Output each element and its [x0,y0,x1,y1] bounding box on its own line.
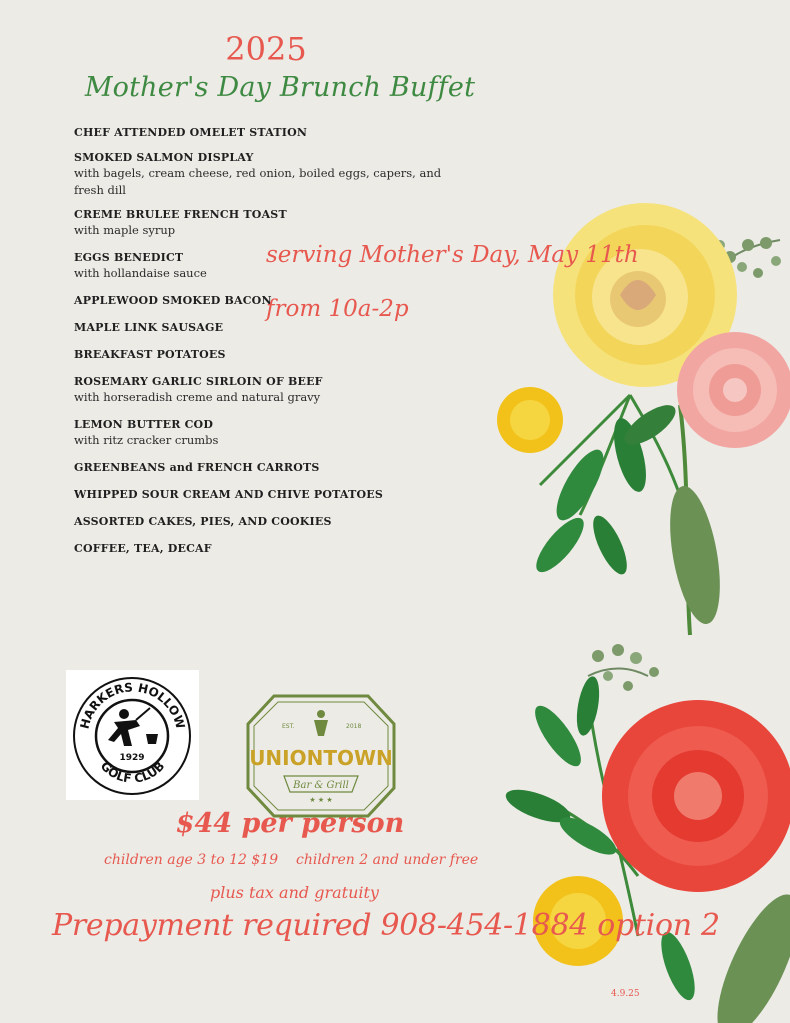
menu-item-description: with maple syrup [74,223,176,237]
uniontown-name: UNIONTOWN [249,746,393,770]
harkers-logo-year: 1929 [119,753,145,763]
prepayment-phone: Prepayment required 908-454-1884 option 2 [52,908,720,943]
uniontown-logo [244,692,398,820]
menu-item [74,515,474,528]
serving-hours: from 10a-2p [266,296,409,322]
uniontown-subtitle: Bar & Grill [293,780,349,791]
uniontown-est-label: EST. [282,723,295,730]
menu-item-name: SMOKED SALMON DISPLAY [74,151,254,164]
menu-item [74,461,474,474]
menu-item-name: GREENBEANS and FRENCH CARROTS [74,461,320,474]
menu-item-name: ASSORTED CAKES, PIES, AND COOKIES [74,515,332,528]
harkers-hollow-logo [66,670,199,800]
children-price: children age 3 to 12 $19 [104,852,279,868]
menu-item-name: CHEF ATTENDED OMELET STATION [74,126,308,139]
menu-item-name: LEMON BUTTER COD [74,418,214,431]
menu-item-description: with ritz cracker crumbs [74,433,219,447]
menu-item-description: with hollandaise sauce [74,266,207,280]
menu-item [74,208,474,239]
menu-item [74,126,474,139]
menu-item-name: EGGS BENEDICT [74,251,184,264]
serving-date: serving Mother's Day, May 11th [266,242,639,268]
menu-item-name: APPLEWOOD SMOKED BACON [74,294,272,307]
menu-item-name: BREAKFAST POTATOES [74,348,226,361]
event-year: 2025 [225,30,307,68]
menu-item-name: ROSEMARY GARLIC SIRLOIN OF BEEF [74,375,323,388]
menu-item-description: with bagels, cream cheese, red onion, boiled eggs, capers, and fresh dill [74,166,442,197]
page-title: Mother's Day Brunch Buffet [84,72,476,103]
menu-item [74,418,474,449]
menu-item [74,321,474,334]
revision-date: 4.9.25 [611,989,640,999]
children-free-note: children 2 and under free [296,852,479,868]
harkers-logo-bottom-text: GOLF CLUB [97,758,168,786]
menu-item [74,488,474,501]
menu-item-name: CREME BRULEE FRENCH TOAST [74,208,287,221]
price-per-person: $44 per person [175,808,405,839]
menu-item [74,151,474,199]
tax-note: plus tax and gratuity [210,883,379,902]
svg-text:★ ★ ★: ★ ★ ★ [309,796,333,804]
menu-item-description: with horseradish creme and natural gravy [74,390,321,404]
menu-item [74,348,474,361]
menu-item [74,375,474,406]
menu-list [74,124,474,555]
menu-item-name: WHIPPED SOUR CREAM AND CHIVE POTATOES [74,488,383,501]
menu-item [74,542,474,555]
menu-item-name: MAPLE LINK SAUSAGE [74,321,224,334]
menu-item-name: COFFEE, TEA, DECAF [74,542,212,555]
harkers-logo-top-text: HARKERS HOLLOW [77,680,188,731]
uniontown-est-year: 2018 [346,723,362,730]
